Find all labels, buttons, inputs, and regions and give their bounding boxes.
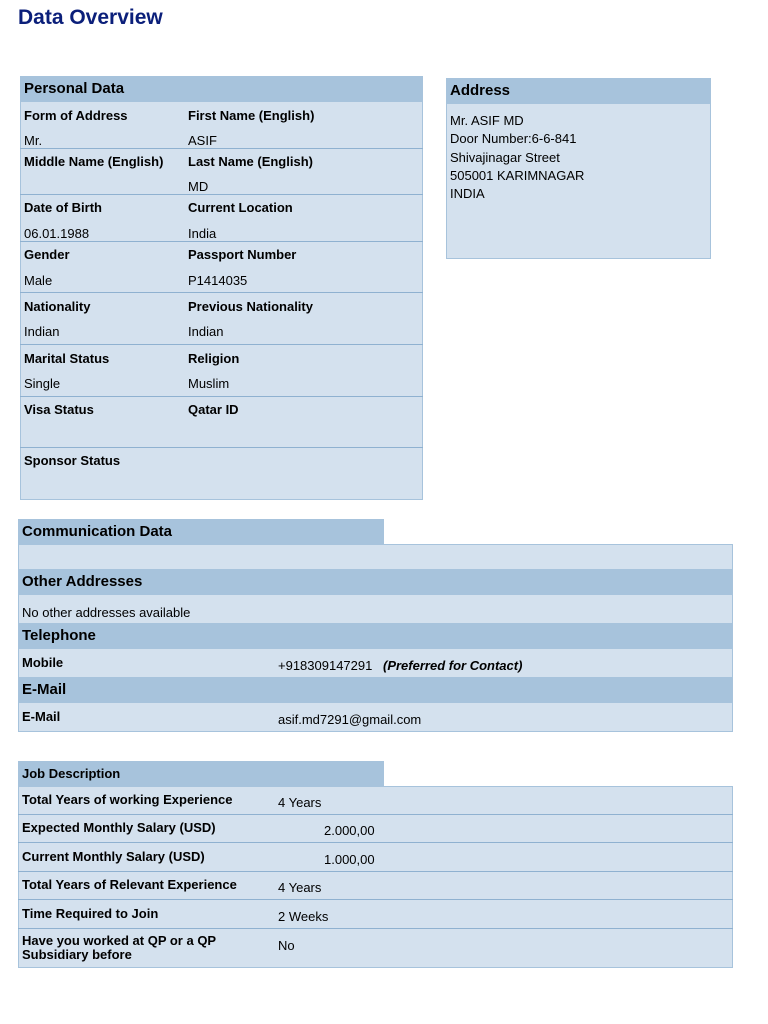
- qatar-id-label: Qatar ID: [188, 402, 239, 417]
- row-divider: [20, 447, 423, 448]
- row-divider: [20, 292, 423, 293]
- job-row-value: 2 Weeks: [278, 909, 329, 924]
- middle-name-label: Middle Name (English): [24, 154, 164, 169]
- row-divider: [20, 396, 423, 397]
- form-of-address-label: Form of Address: [24, 108, 128, 123]
- address-line: 505001 KARIMNAGAR: [450, 168, 585, 183]
- preferred-contact-note: (Preferred for Contact): [383, 658, 523, 673]
- row-divider: [18, 814, 733, 815]
- date-of-birth-label: Date of Birth: [24, 200, 102, 215]
- last-name-value: MD: [188, 179, 209, 194]
- other-addresses-header: Other Addresses: [18, 569, 733, 595]
- job-row-label: Current Monthly Salary (USD): [22, 849, 205, 864]
- address-line: Mr. ASIF MD: [450, 113, 524, 128]
- gender-value: Male: [24, 273, 53, 288]
- marital-status-value: Single: [24, 376, 61, 391]
- last-name-label: Last Name (English): [188, 154, 313, 169]
- row-divider: [20, 344, 423, 345]
- passport-number-value: P1414035: [188, 273, 248, 288]
- nationality-label: Nationality: [24, 299, 91, 314]
- communication-data-header: Communication Data: [18, 519, 384, 545]
- mobile-value: +918309147291: [278, 658, 373, 673]
- email-value: asif.md7291@gmail.com: [278, 712, 422, 727]
- email-label: E-Mail: [22, 709, 61, 724]
- sponsor-status-label: Sponsor Status: [24, 453, 121, 468]
- other-addresses-text: No other addresses available: [22, 605, 191, 620]
- job-row-label: Time Required to Join: [22, 906, 159, 921]
- nationality-value: Indian: [24, 324, 60, 339]
- row-divider: [20, 194, 423, 195]
- job-row-value: 1.000,00: [324, 852, 375, 867]
- row-divider: [18, 899, 733, 900]
- row-divider: [18, 842, 733, 843]
- address-line: Shivajinagar Street: [450, 150, 560, 165]
- date-of-birth-value: 06.01.1988: [24, 226, 90, 241]
- job-row-label: Total Years of working Experience: [22, 792, 233, 807]
- telephone-header: Telephone: [18, 623, 733, 649]
- email-header: E-Mail: [18, 677, 733, 703]
- job-row-value: 4 Years: [278, 795, 322, 810]
- row-divider: [20, 241, 423, 242]
- gender-label: Gender: [24, 247, 70, 262]
- visa-status-label: Visa Status: [24, 402, 94, 417]
- personal-data-header: Personal Data: [20, 76, 423, 102]
- previous-nationality-label: Previous Nationality: [188, 299, 313, 314]
- job-row-label: Expected Monthly Salary (USD): [22, 820, 216, 835]
- job-description-header: Job Description: [18, 761, 384, 787]
- first-name-label: First Name (English): [188, 108, 315, 123]
- marital-status-label: Marital Status: [24, 351, 110, 366]
- address-line: Door Number:6-6-841: [450, 131, 577, 146]
- job-row-value: 2.000,00: [324, 823, 375, 838]
- religion-value: Muslim: [188, 376, 230, 391]
- row-divider: [20, 148, 423, 149]
- job-row-value: 4 Years: [278, 880, 322, 895]
- personal-data-panel: [20, 76, 423, 500]
- form-of-address-value: Mr.: [24, 133, 43, 148]
- current-location-value: India: [188, 226, 217, 241]
- religion-label: Religion: [188, 351, 240, 366]
- job-row-label: Have you worked at QP or a QP Subsidiary before: [22, 933, 216, 962]
- row-divider: [18, 928, 733, 929]
- first-name-value: ASIF: [188, 133, 217, 148]
- mobile-label: Mobile: [22, 655, 64, 670]
- page-title: Data Overview: [18, 6, 163, 29]
- current-location-label: Current Location: [188, 200, 293, 215]
- passport-number-label: Passport Number: [188, 247, 297, 262]
- row-divider: [18, 871, 733, 872]
- job-row-label: Total Years of Relevant Experience: [22, 877, 237, 892]
- job-row-value: No: [278, 938, 295, 953]
- previous-nationality-value: Indian: [188, 324, 224, 339]
- address-line: INDIA: [450, 186, 485, 201]
- address-header: Address: [446, 78, 711, 104]
